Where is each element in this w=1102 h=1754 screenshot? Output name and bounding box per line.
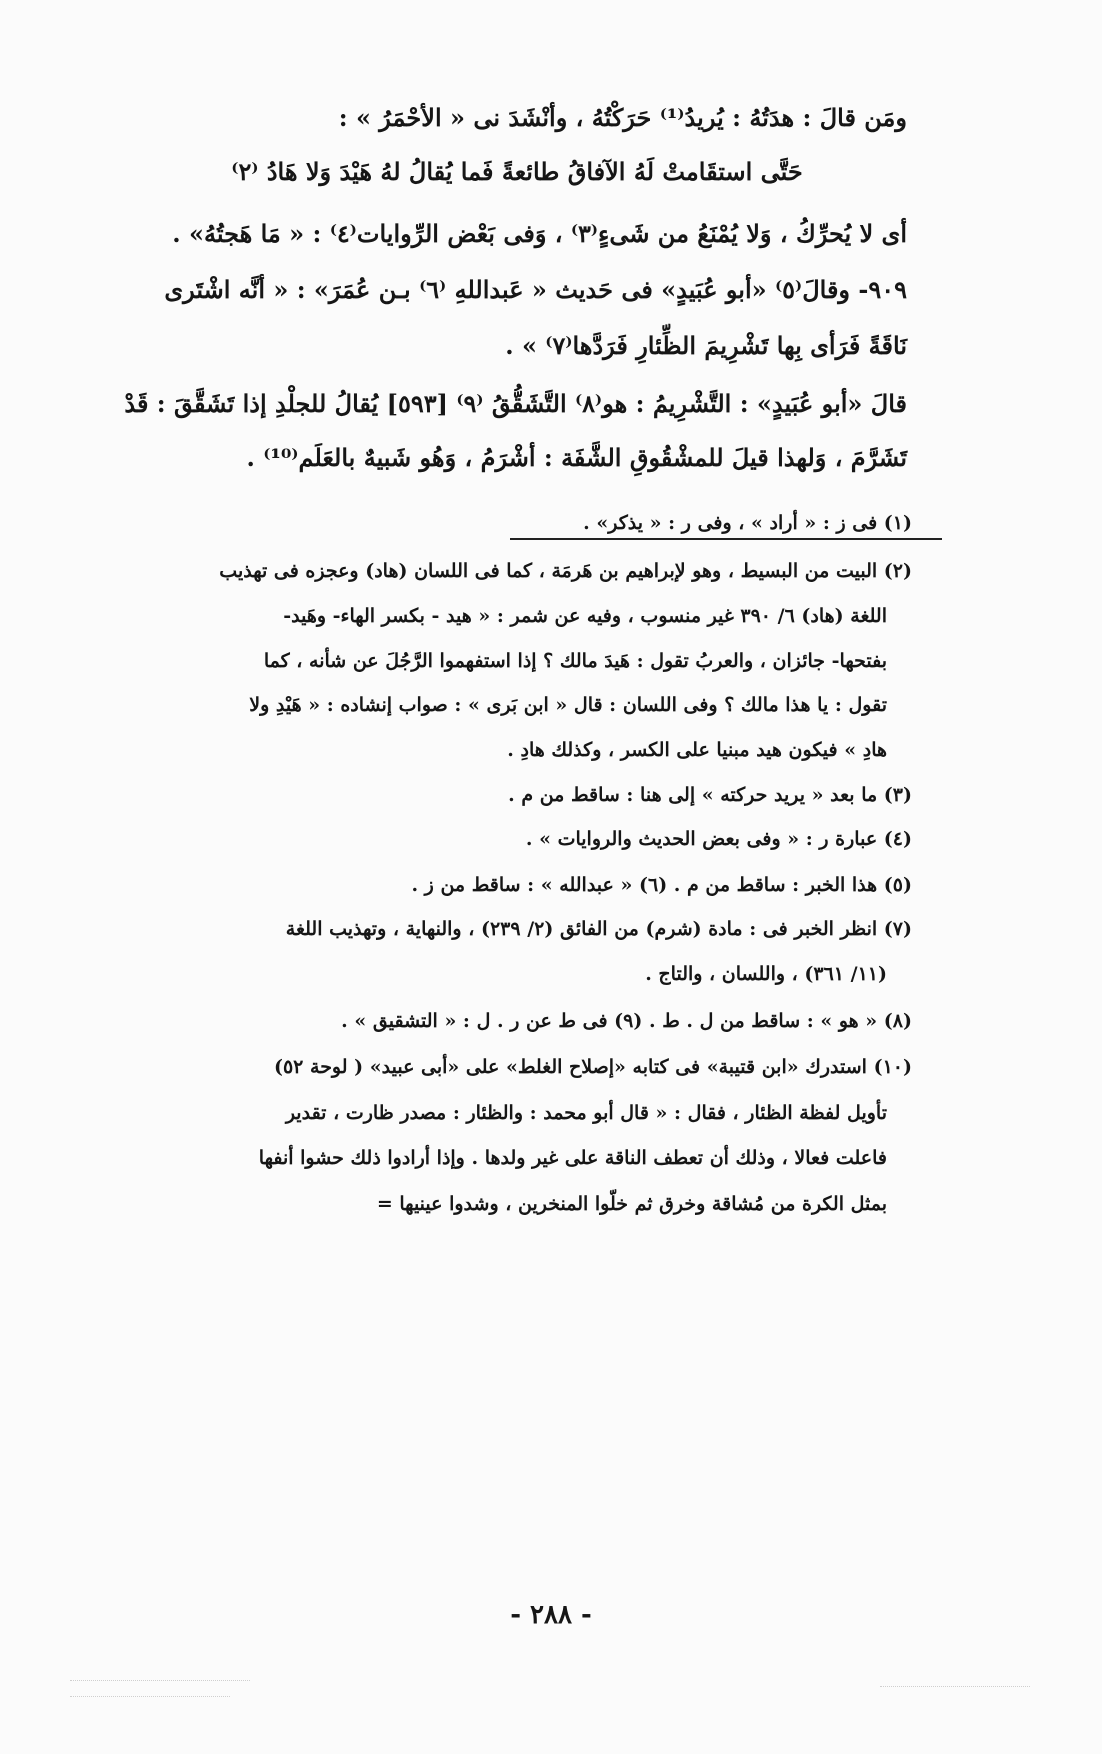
- scan-noise: [880, 1686, 1030, 1687]
- footnote-5-6: (٥) هذا الخبر : ساقط من م . (٦) « عبدالله » : ساقط من ز .: [411, 874, 912, 896]
- body-line-4: ٩٠٩- وقالَ⁽٥⁾ «أبو عُبَيدٍ» فى حَديث « عَبداللهِ ⁽٦⁾ بـن عُمَرَ» : « أنَّه اشْتَرى: [164, 275, 907, 304]
- footnote-3: (٣) ما بعد « يريد حركته » إلى هنا : ساقط من م .: [508, 784, 912, 806]
- body-line-3: أى لا يُحرِّكُ ، وَلا يُمْنَعُ من شَىءٍ⁽٣⁾ ، وَفى بَعْض الرِّوايات⁽٤⁾ : « مَا هَجتُهُ» .: [172, 219, 907, 248]
- footnote-10: (١٠) استدرك «ابن قتيبة» فى كتابه «إصلاح الغلط» على «أبى عبيد» ( لوحة ٥٢): [273, 1056, 912, 1078]
- footnote-10-line-2: تأويل لفظة الظئار ، فقال : « قال أبو محمد : والظئار : مصدر ظارت ، تقدير: [285, 1102, 887, 1124]
- footnote-10-line-3: فاعلت فعالا ، وذلك أن تعطف الناقة على غير ولدها . وإذا أرادوا ذلك حشوا أنفها: [258, 1147, 887, 1169]
- footnote-8-9: (٨) « هو » : ساقط من ل . ط . (٩) فى ط عن ر . ل : « التشقيق » .: [341, 1010, 912, 1032]
- body-line-7: تَشَرَّمَ ، وَلهذا قيلَ للمشْقُوقِ الشَّفَة : أشْرَمُ ، وَهُو شَبيهٌ بالعَلَم⁽¹⁰⁾ .: [246, 443, 907, 472]
- footnote-2-line-2: اللغة (هاد) ٦/ ٣٩٠ غير منسوب ، وفيه عن شمر : « هيد - بكسر الهاء- وهَيد-: [283, 605, 887, 627]
- footnote-7-line-2: (١١/ ٣٦١) ، واللسان ، والتاج .: [645, 963, 887, 985]
- footnote-10-line-4: بمثل الكرة من مُشاقة وخرق ثم خلّوا المنخرين ، وشدوا عينيها =: [376, 1193, 887, 1215]
- footnote-2-line-4: تقول : يا هذا مالك ؟ وفى اللسان : قال « ابن بَرى » : صواب إنشاده : « هَيْدِ ولا: [249, 694, 887, 716]
- footnote-4: (٤) عبارة ر : « وفى بعض الحديث والروايات » .: [525, 828, 912, 850]
- footnote-7: (٧) انظر الخبر فى : مادة (شرم) من الفائق (٢/ ٢٣٩) ، والنهاية ، وتهذيب اللغة: [285, 918, 912, 940]
- page-number: - ٢٨٨ -: [510, 1600, 592, 1630]
- footnote-2-line-3: بفتحها- جائزان ، والعربُ تقول : هَيدَ مالك ؟ إذا استفهموا الرَّجُلَ عن شأنه ، كما: [263, 650, 887, 672]
- footnote-2: (٢) البيت من البسيط ، وهو لإبراهيم بن هَرمَة ، كما فى اللسان (هاد) وعجزه فى تهذيب: [219, 560, 912, 582]
- body-line-1: ومَن قالَ : هدَتُهُ : يُريدُ⁽¹⁾ حَرَكْتُهُ ، وأنْشَدَ نى « الأحْمَرُ » :: [338, 103, 907, 132]
- footnote-2-line-5: هادِ » فيكون هيد مبنيا على الكسر ، وكذلك هادِ .: [507, 739, 887, 761]
- scan-noise: [70, 1680, 250, 1681]
- body-line-6: قالَ «أبو عُبَيدٍ» : التَّشْرِيمُ : هو⁽٨⁾ التَّشَقُّقُ ⁽٩⁾ [٥٩٣] يُقالُ للجلْدِ إذا تَشَقَّقَ : قَدْ: [124, 389, 907, 418]
- poetry-verse: حَتَّى استقَامتْ لَهُ الآفاقُ طائعةً فَما يُقالُ لهُ هَيْدَ وَلا هَادُ ⁽٢⁾: [231, 157, 803, 186]
- footnote-separator: [510, 538, 942, 540]
- footnote-1: (١) فى ز : « أراد » ، وفى ر : « يذكر» .: [583, 512, 912, 534]
- body-line-5: نَاقَةً فَرَأى بِها تَشْرِيمَ الظِّئارِ فَرَدَّها⁽٧⁾ » .: [505, 331, 907, 360]
- scan-noise: [70, 1696, 230, 1697]
